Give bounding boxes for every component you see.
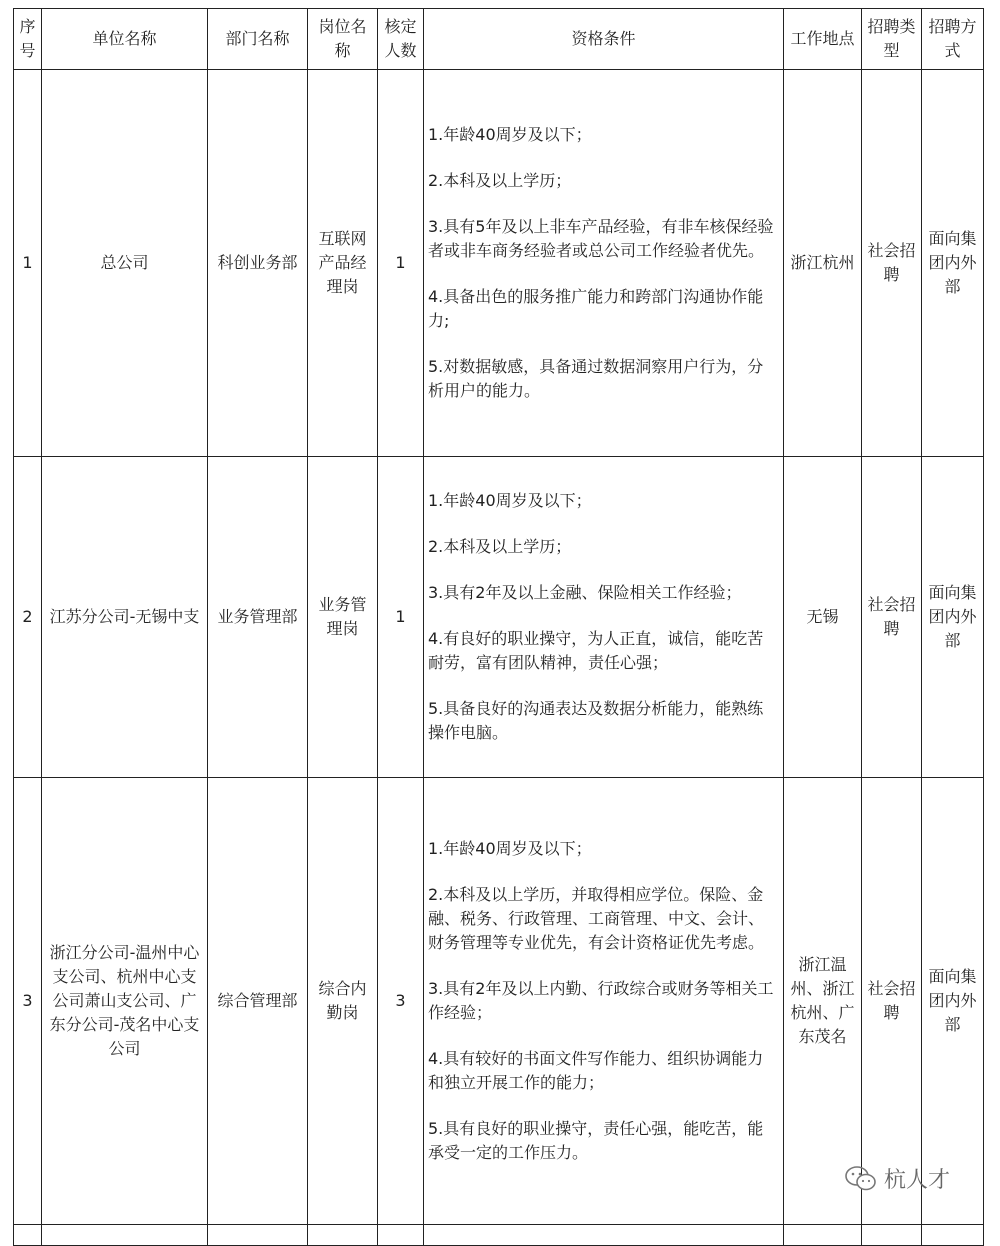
cell-location: 浙江杭州 <box>784 70 862 457</box>
cell-dept: 综合管理部 <box>208 778 308 1225</box>
requirement-item: 1.年龄40周岁及以下； <box>428 125 592 144</box>
watermark <box>844 1163 950 1194</box>
requirement-item: 2.本科及以上学历； <box>428 537 572 556</box>
header-location: 工作地点 <box>784 9 862 70</box>
watermark-text: 杭人才 <box>884 1168 951 1193</box>
cell-no: 2 <box>14 457 42 778</box>
header-unit: 单位名称 <box>42 9 208 70</box>
requirement-item: 5.具备良好的沟通表达及数据分析能力，能熟练操作电脑。 <box>428 699 764 742</box>
header-dept: 部门名称 <box>208 9 308 70</box>
cell-dept: 业务管理部 <box>208 457 308 778</box>
cell-method: 面向集团内外部 <box>922 457 984 778</box>
requirement-item: 3.具有2年及以上内勤、行政综合或财务等相关工作经验； <box>428 979 774 1022</box>
cell-method: 面向集团内外部 <box>922 70 984 457</box>
table-row <box>14 778 984 1225</box>
cell-location: 无锡 <box>784 457 862 778</box>
header-post: 岗位名称 <box>308 9 378 70</box>
cell-unit: 总公司 <box>42 70 208 457</box>
cell-post: 业务管理岗 <box>308 457 378 778</box>
requirement-item: 1.年龄40周岁及以下； <box>428 491 592 510</box>
cell-type: 社会招聘 <box>862 70 922 457</box>
cell-requirements <box>424 457 784 778</box>
requirement-item: 3.具有2年及以上金融、保险相关工作经验； <box>428 583 742 602</box>
header-type: 招聘类型 <box>862 9 922 70</box>
cell-requirements <box>424 70 784 457</box>
cell-location: 浙江温州、浙江杭州、广东茂名 <box>784 778 862 1225</box>
cell-post: 互联网产品经理岗 <box>308 70 378 457</box>
cell-type: 社会招聘 <box>862 778 922 1225</box>
requirement-item: 5.具有良好的职业操守，责任心强，能吃苦，能承受一定的工作压力。 <box>428 1119 764 1162</box>
cell-count: 1 <box>378 457 424 778</box>
header-requirements: 资格条件 <box>424 9 784 70</box>
cell-count: 1 <box>378 70 424 457</box>
header-row <box>14 9 984 70</box>
cell-unit: 浙江分公司-温州中心支公司、杭州中心支公司萧山支公司、广东分公司-茂名中心支公司 <box>42 778 208 1225</box>
cell-no: 1 <box>14 70 42 457</box>
cell-dept: 科创业务部 <box>208 70 308 457</box>
cell-count: 3 <box>378 778 424 1225</box>
cell-unit: 江苏分公司-无锡中支 <box>42 457 208 778</box>
cell-no: 3 <box>14 778 42 1225</box>
requirement-item: 2.本科及以上学历，并取得相应学位。保险、金融、税务、行政管理、工商管理、中文、会计、财务管理等专业优先，有会计资格证优先考虑。 <box>428 885 765 952</box>
cell-post: 综合内勤岗 <box>308 778 378 1225</box>
requirement-item: 5.对数据敏感，具备通过数据洞察用户行为，分析用户的能力。 <box>428 357 764 400</box>
requirement-item: 2.本科及以上学历； <box>428 171 572 190</box>
header-method: 招聘方式 <box>922 9 984 70</box>
table-row <box>14 70 984 457</box>
table-row-partial <box>14 1225 984 1246</box>
recruitment-table <box>13 8 984 1246</box>
requirement-item: 4.具备出色的服务推广能力和跨部门沟通协作能力; <box>428 287 764 330</box>
wechat-icon <box>844 1165 878 1193</box>
requirement-item: 4.具有较好的书面文件写作能力、组织协调能力和独立开展工作的能力； <box>428 1049 764 1092</box>
cell-requirements <box>424 778 784 1225</box>
cell-method: 面向集团内外部 <box>922 778 984 1225</box>
table-row <box>14 457 984 778</box>
cell-type: 社会招聘 <box>862 457 922 778</box>
requirement-item: 1.年龄40周岁及以下； <box>428 839 592 858</box>
header-count: 核定人数 <box>378 9 424 70</box>
header-no: 序号 <box>14 9 42 70</box>
requirement-item: 3.具有5年及以上非车产品经验，有非车核保经验者或非车商务经验者或总公司工作经验者优先。 <box>428 217 774 260</box>
requirement-item: 4.有良好的职业操守，为人正直，诚信，能吃苦耐劳，富有团队精神，责任心强； <box>428 629 764 672</box>
